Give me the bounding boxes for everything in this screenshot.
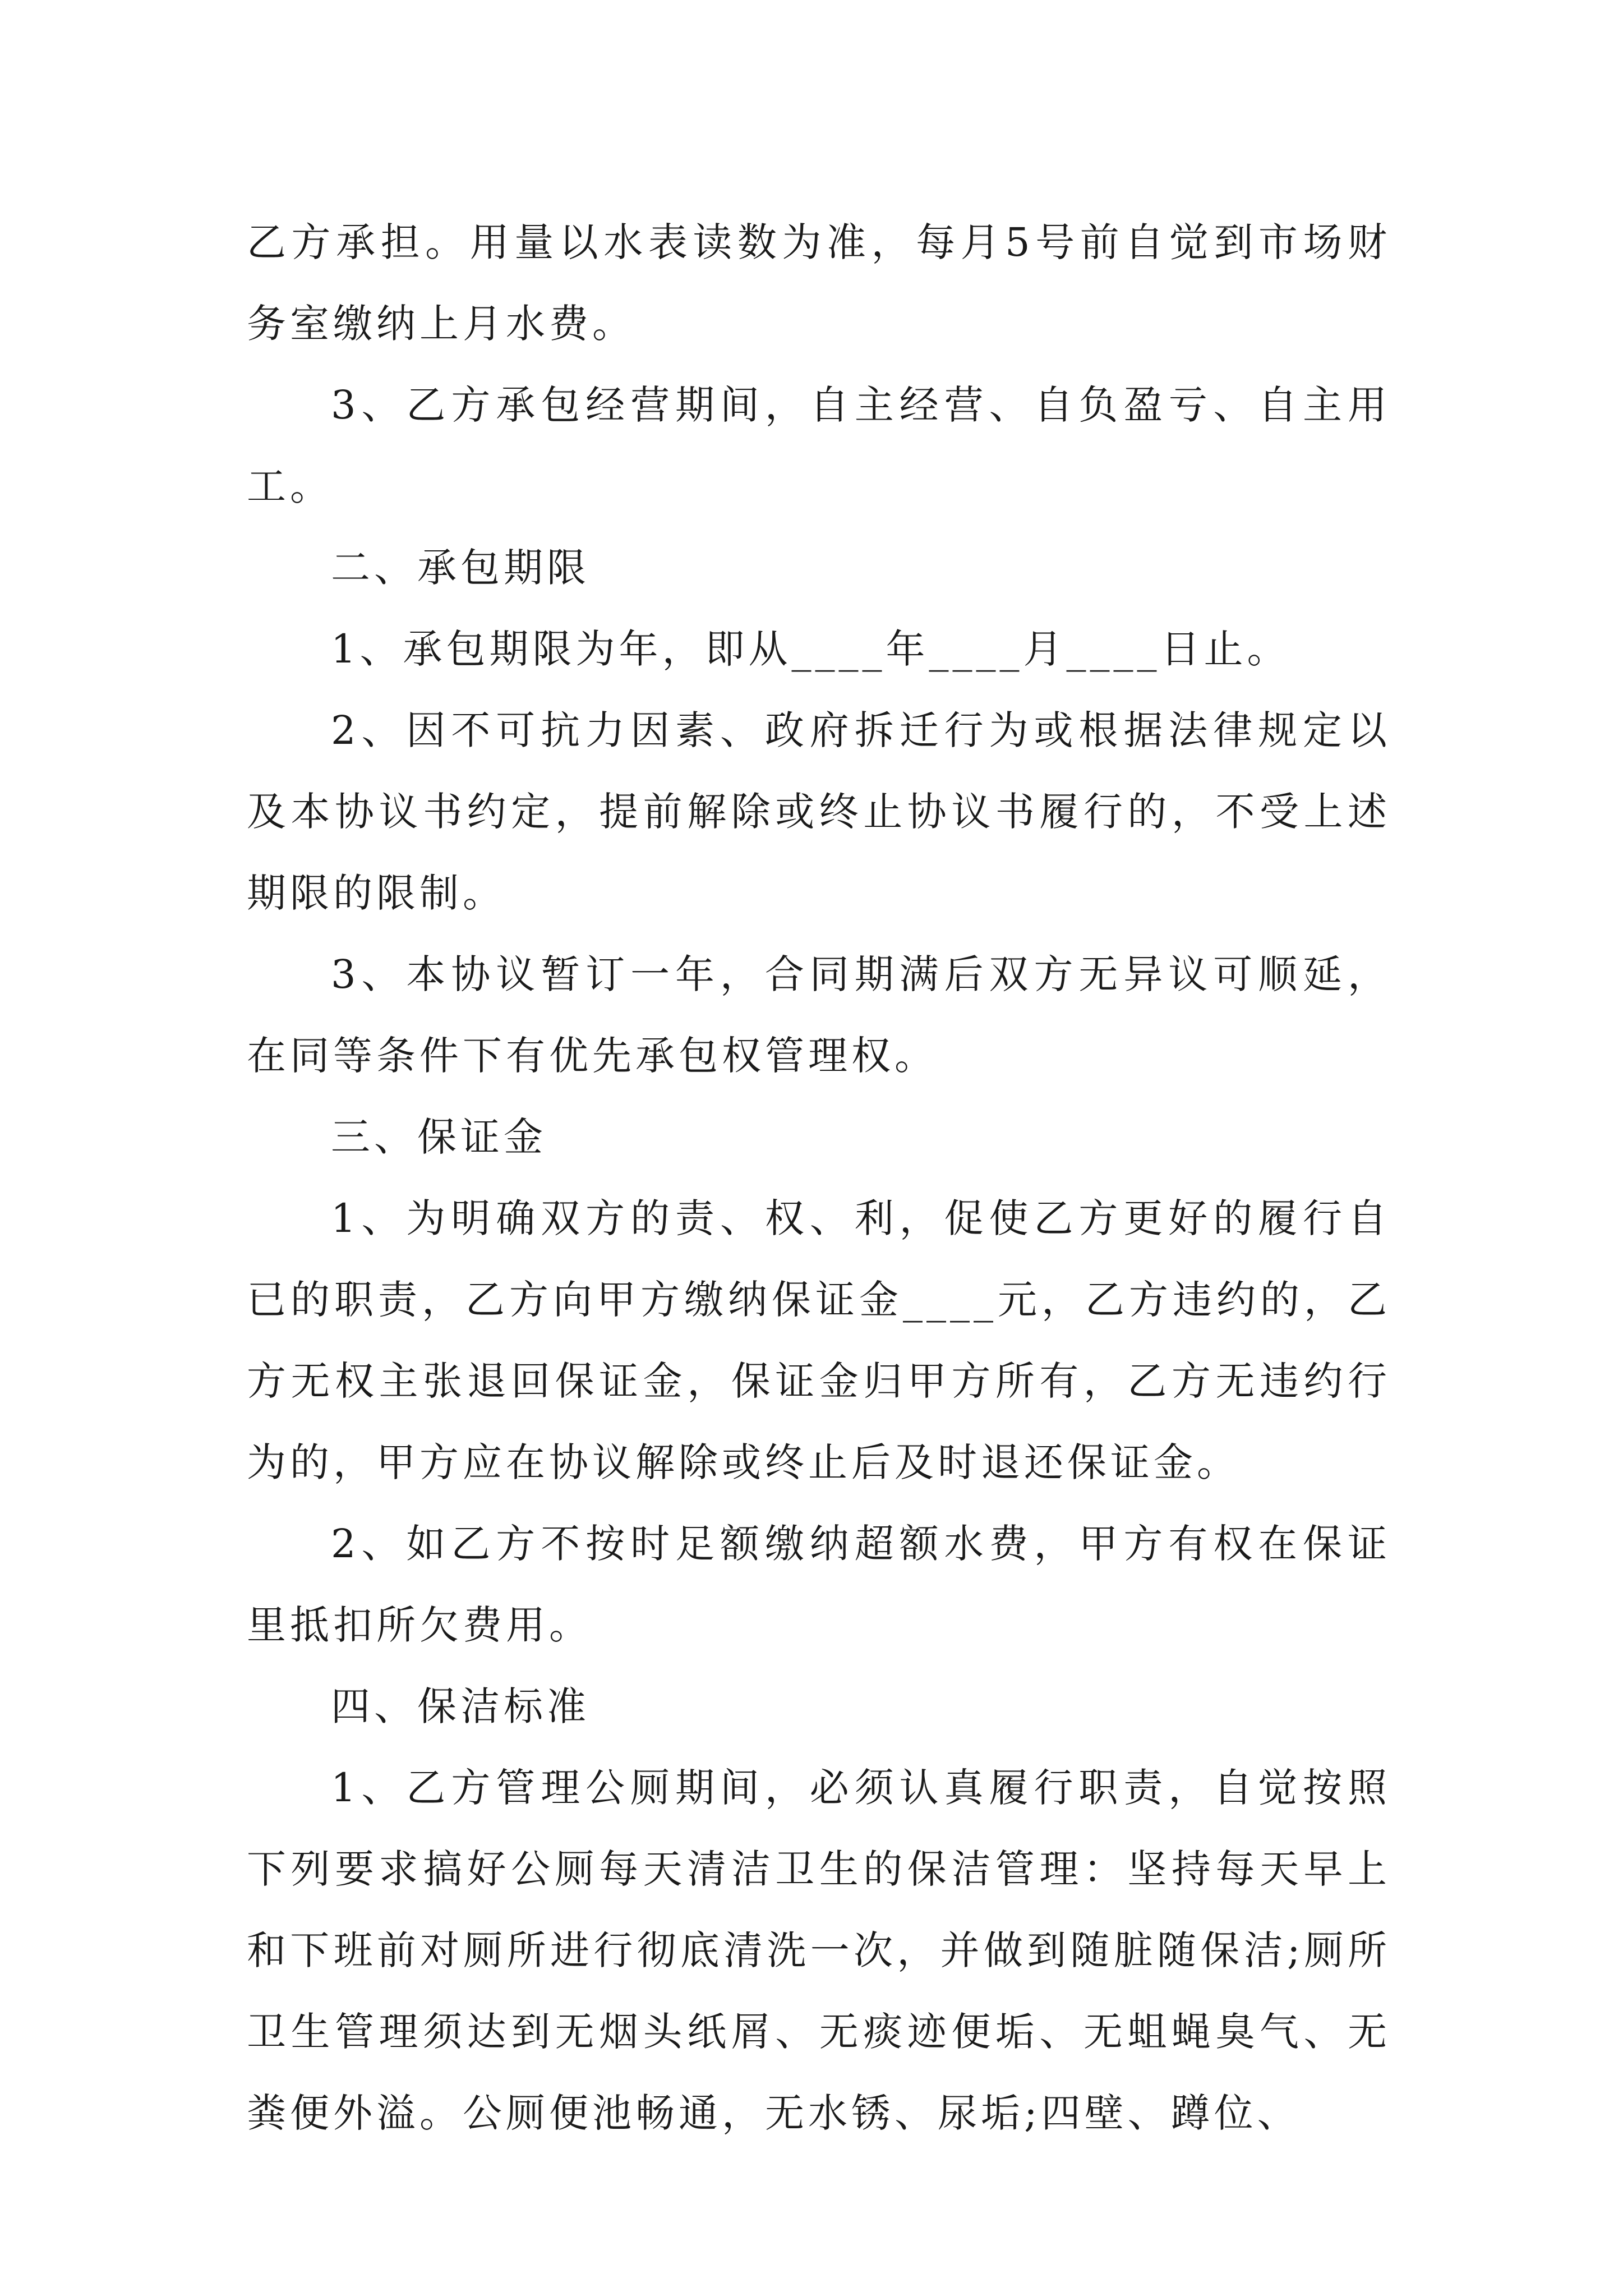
section-heading: 二、承包期限	[331, 545, 590, 591]
paragraph: 乙方承担。用量以水表读数为准，每月5号前自觉到市场财务室缴纳上月水费。	[247, 219, 1391, 347]
section-heading: 三、保证金	[331, 1114, 547, 1160]
paragraph: 2、如乙方不按时足额缴纳超额水费，甲方有权在保证里抵扣所欠费用。	[247, 1521, 1391, 1648]
paragraph: 3、本协议暂订一年，合同期满后双方无异议可顺延，在同等条件下有优先承包权管理权。	[247, 951, 1391, 1079]
paragraph: 1、乙方管理公厕期间，必须认真履行职责，自觉按照下列要求搞好公厕每天清洁卫生的保洁管理：坚持每天早上和下班前对厕所进行彻底清洗一次，并做到随脏随保洁;厕所卫生管理须达到无烟头纸屑、无痰迹便垢、无蛆蝇臭气、无粪便外溢。公厕便池畅通，无水锈、尿垢;四壁、蹲位、	[247, 1765, 1391, 2136]
document-body	[247, 202, 1391, 2154]
paragraph: 1、承包期限为年，即从____年____月____日止。	[331, 626, 1290, 672]
section-heading: 四、保洁标准	[331, 1683, 590, 1729]
paragraph: 2、因不可抗力因素、政府拆迁行为或根据法律规定以及本协议书约定，提前解除或终止协议书履行的，不受上述期限的限制。	[247, 707, 1391, 916]
paragraph: 1、为明确双方的责、权、利，促使乙方更好的履行自已的职责，乙方向甲方缴纳保证金____元，乙方违约的，乙方无权主张退回保证金，保证金归甲方所有，乙方无违约行为的，甲方应在协议解除或终止后及时退还保证金。	[247, 1195, 1391, 1485]
paragraph: 3、乙方承包经营期间，自主经营、自负盈亏、自主用工。	[247, 382, 1391, 509]
